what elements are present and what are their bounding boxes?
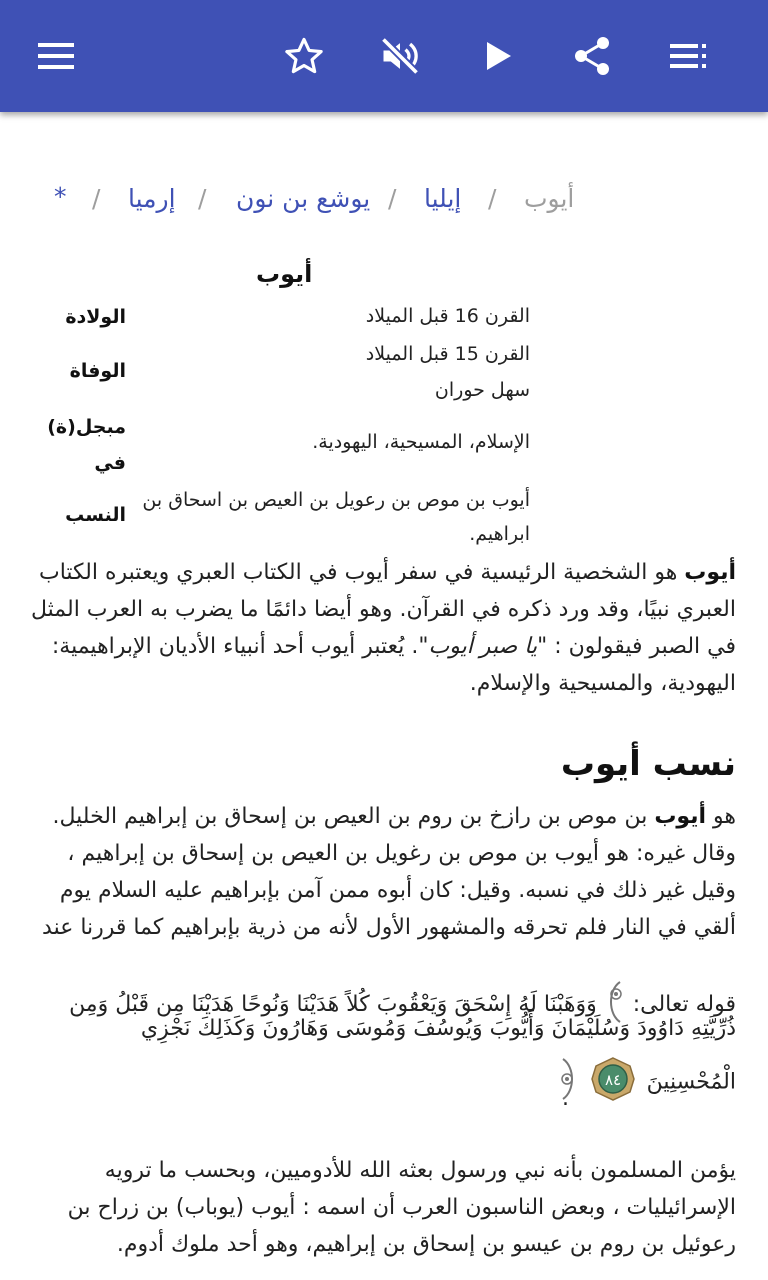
lineage-bold-name: أيوب [654, 804, 707, 829]
infobox-label-lineage: النسب [65, 504, 126, 526]
lineage-text: بن موص بن رازخ بن روم بن العيص بن إسحاق بن إبراهيم الخليل. وقال غيره: هو أيوب بن موص بن رغويل بن العيص بن إسحاق بن إبراهيم ، وقيل غير ذلك في نسبه. وقيل: كان أبوه ممن آمن بإبراهيم عليه السلام يوم ألقي في النار فلم تحرقه والمشهور الأول لأنه من ذرية بإبراهيم كما قررنا عند [42, 804, 736, 940]
infobox-label-birth: الولادة [65, 306, 126, 328]
infobox-value-death-place: سهل حوران [434, 379, 530, 401]
hamburger-menu-icon [36, 41, 76, 71]
favorite-button[interactable] [276, 28, 332, 84]
verse-end-period: . [562, 1086, 569, 1111]
verse-number-badge [590, 1056, 636, 1108]
infobox-label-death: الوفاة [69, 360, 126, 382]
quran-intro: قوله تعالى: [632, 992, 736, 1017]
breadcrumb-separator: / [488, 184, 497, 213]
breadcrumb-item-more[interactable]: * [54, 182, 67, 211]
infobox-value-death: القرن 15 قبل الميلاد [365, 343, 530, 365]
quran-verse-line-3 [30, 1056, 736, 1112]
breadcrumb-separator: / [388, 184, 397, 213]
breadcrumb-item[interactable]: إيليا [424, 184, 462, 213]
contents-button[interactable] [660, 28, 716, 84]
volume-off-icon [378, 34, 422, 78]
intro-bold-name: أيوب [684, 560, 736, 585]
infobox-value-lineage: أيوب بن موص بن رعويل بن العيص بن اسحاق بن [142, 489, 530, 511]
menu-button[interactable] [28, 28, 84, 84]
infobox-label-venerated: مبجل(ة) [47, 416, 126, 438]
verse-number: ٨٤ [604, 1071, 621, 1089]
list-icon [668, 42, 708, 70]
breadcrumb-separator: / [92, 184, 101, 213]
infobox-value-venerated: الإسلام، المسيحية، اليهودية. [312, 431, 530, 453]
belief-paragraph: يؤمن المسلمون بأنه نبي ورسول بعثه الله للأدوميين، وبحسب ما ترويه الإسرائيليات ، وبعض الناسبون العرب أن اسمه : أيوب (يوباب) بن زراح بن رعوئيل بن روم بن عيسو بن إسحاق بن إبراهيم، وهو أحد ملوك أدوم. [67, 1158, 736, 1257]
play-button[interactable] [470, 28, 526, 84]
infobox-value-birth: القرن 16 قبل الميلاد [365, 305, 530, 327]
share-button[interactable] [564, 28, 620, 84]
quran-text-3: الْمُحْسِنِينَ [646, 1069, 736, 1095]
share-icon [572, 35, 612, 77]
star-outline-icon [283, 35, 325, 77]
breadcrumb-item[interactable]: إرميا [128, 184, 176, 213]
mute-button[interactable] [372, 28, 428, 84]
app-toolbar [0, 0, 768, 112]
infobox-value-lineage-2: ابراهيم. [469, 523, 530, 545]
infobox-title: أيوب [256, 260, 313, 288]
breadcrumb-separator: / [198, 184, 207, 213]
infobox-label-venerated-in: في [94, 452, 126, 474]
quran-verse-line-2: ذُرِّيَّتِهِ دَاوُودَ وَسُلَيْمَانَ وَأَيُّوبَ وَيُوسُفَ وَمُوسَى وَهَارُونَ وَكَذَلِكَ نَجْزِي [140, 1016, 736, 1041]
breadcrumb-item[interactable]: يوشع بن نون [236, 184, 371, 213]
intro-text-end: ". يُعتبر أيوب أحد أنبياء الأديان الإبراهيمية: اليهودية، والمسيحية والإسلام. [51, 634, 736, 696]
intro-text: هو الشخصية الرئيسية في سفر أيوب في الكتاب العبري ويعتبره الكتاب العبري نبيًا، وقد ورد ذكره في القرآن. وهو أيضا دائمًا ما يضرب به العرب المثل في الصبر فيقولون : " [30, 560, 736, 659]
section-heading: نسب أيوب [560, 744, 736, 784]
intro-quote: يا صبر أيوب [428, 634, 538, 659]
intro-paragraph [30, 554, 736, 702]
lineage-prefix: هو [706, 804, 736, 829]
play-icon [483, 40, 513, 72]
quran-text-1: وَوَهَبْنَا لَهُ إِسْحَقَ وَيَعْقُوبَ كُلاً هَدَيْنَا وَنُوحًا هَدَيْنَا مِن قَبْلُ وَمِن [69, 992, 597, 1017]
breadcrumb-current: أيوب [524, 184, 575, 213]
lineage-paragraph [30, 798, 736, 946]
